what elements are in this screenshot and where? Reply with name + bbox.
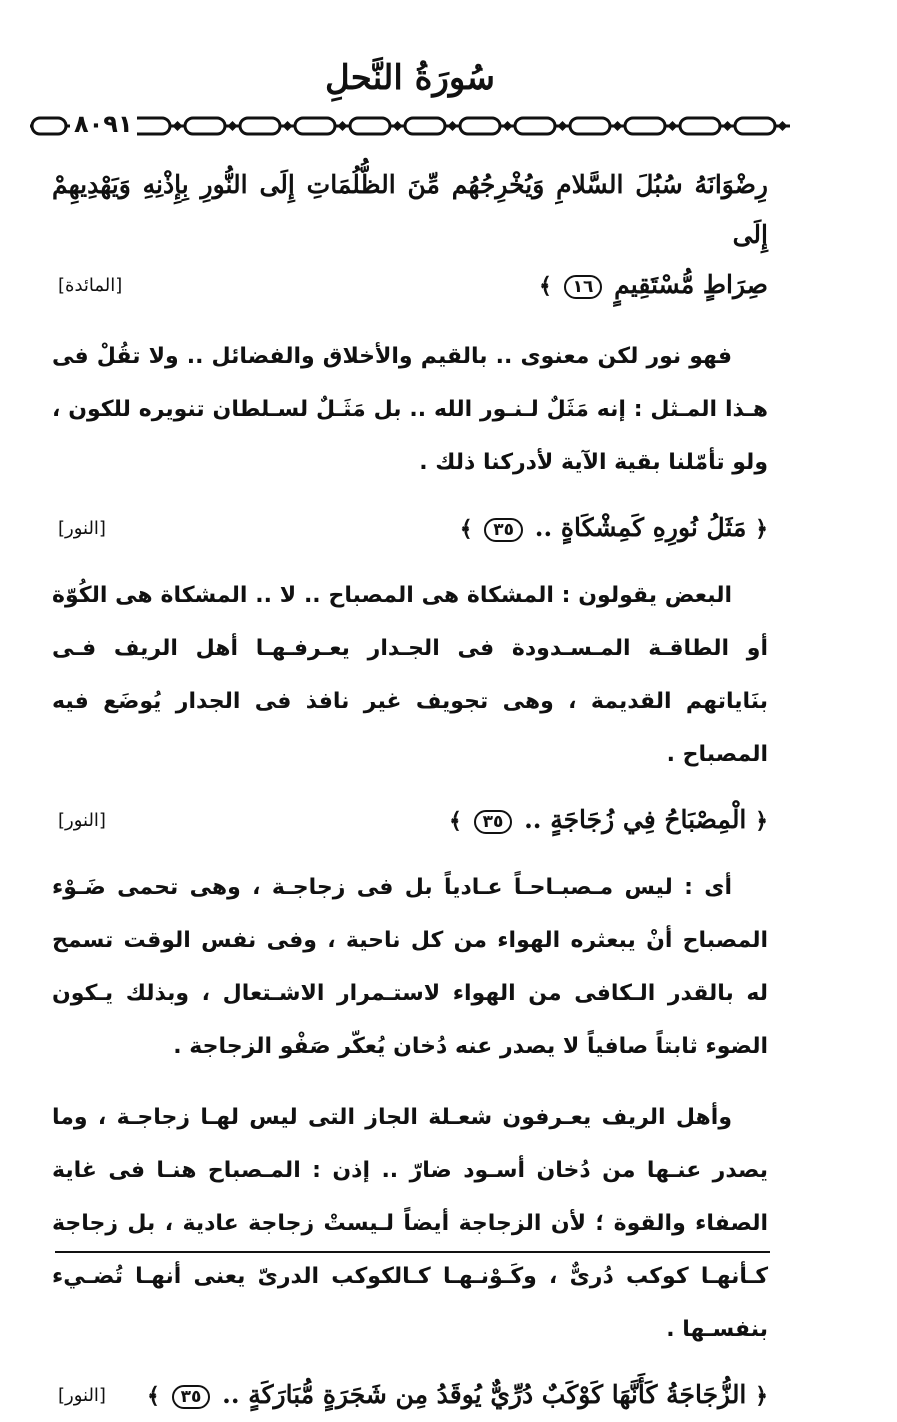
- closing-brace: ﴾: [539, 274, 552, 299]
- verse-line: [52, 160, 768, 260]
- ornament-diamond: [448, 121, 458, 131]
- verse-text: [539, 260, 768, 312]
- commentary-paragraph: أى : ليس مـصبـاحـاً عـادياً بل فى زجاجـة ، وهى تحمى ضَـوْء المصباح أنْ يبعثره الهواء من كل ناحية ، وفى نفس الوقت تسمح له بالقدر الـكافى من الهواء لاستـمرار الاشـتعال ، وبذلك يـكون الضوء ثابتاً صافياً لا يصدر عنه دُخان يُعكّر صَفْو الزجاجة .: [52, 875, 768, 1059]
- commentary-paragraph: البعض يقولون : المشكاة هى المصباح .. لا .. المشكاة هى الكُوّة أو الطاقـة المـسـدودة فى الجـدار يعـرفـهـا أهل الريف فـى بنَاياتهم القديمة ، وهى تجويف غير نافذ فى الجدار يُوضَع فيه المصباح .: [52, 583, 768, 767]
- verse-source: [النور]: [58, 518, 106, 539]
- ayah-number: ١٦: [564, 275, 603, 299]
- verse-text: [147, 1370, 768, 1422]
- ornament-diamond: [558, 121, 568, 131]
- commentary-paragraph: وأهل الريف يعـرفون شعـلة الجاز التى ليس لهـا زجاجـة ، وما يصدر عنـها من دُخان أسـود ضارّ .. إذن : المـصباح هنـا فى غاية الصفاء والقوة ؛ لأن الزجاجة أيضاً لـيستْ زجاجة عادية ، بل زجاجة كـأنهـا كوكب دُرىٌّ ، وكَـوْنـهـا كـالكوكب الدرىّ يعنى أنهـا تُضـيء بنفسـها .: [52, 1105, 768, 1342]
- verse-line: [52, 1370, 768, 1422]
- commentary-paragraph: فهو نور لكن معنوى .. بالقيم والأخلاق والفضائل .. ولا تقُلْ فى هـذا المـثل : إنه مَثَلٌ لـنـور الله .. بل مَثَـلٌ لسـلطان تنويره للكون ، ولو تأمّلنا بقية الآية لأدركنا ذلك .: [52, 344, 768, 475]
- ornament-diamond: [723, 121, 733, 131]
- ornament-link: [570, 118, 610, 134]
- ornament-diamond: [338, 121, 348, 131]
- ornament-link: [625, 118, 665, 134]
- verse-text-segment: الْمِصْبَاحُ فِي زُجَاجَةٍ ..: [524, 805, 747, 834]
- ayah-number: ٣٥: [474, 810, 513, 834]
- verse-line: [52, 260, 768, 312]
- ornament-link: [405, 118, 445, 134]
- verse-text-segment: الزُّجَاجَةُ كَأَنَّهَا كَوْكَبٌ دُرِّيٌّ يُوقَدُ مِن شَجَرَةٍ مُّبَارَكَةٍ ..: [222, 1380, 747, 1409]
- ornament-link: [680, 118, 720, 134]
- ornament-link: [735, 118, 775, 134]
- ornament-diamond: [613, 121, 623, 131]
- header-ornament-rule: [30, 112, 790, 140]
- ayah-number: ٣٥: [172, 1385, 211, 1409]
- ornament-diamond: [228, 121, 238, 131]
- ayah-number: ٣٥: [484, 518, 523, 542]
- ornament-link: [240, 118, 280, 134]
- opening-brace: ﴿: [755, 517, 768, 542]
- ornament-diamond: [283, 121, 293, 131]
- ornament-diamond: [393, 121, 403, 131]
- ornament-link: [32, 118, 66, 134]
- verse-text-segment: مَثَلُ نُورِهِ كَمِشْكَاةٍ ..: [534, 513, 747, 542]
- closing-brace: ﴾: [448, 809, 462, 834]
- verse-line: [52, 795, 768, 847]
- page-number: ٨٠٩١: [70, 110, 137, 138]
- verse-line: [52, 503, 768, 555]
- ornament-link: [350, 118, 390, 134]
- ornament-diamond: [668, 121, 678, 131]
- opening-brace: ﴿: [755, 1384, 768, 1409]
- ornament-diamond: [503, 121, 513, 131]
- verse-text: رِضْوَانَهُ سُبُلَ السَّلامِ وَيُخْرِجُهُم مِّنَ الظُّلُمَاتِ إِلَى النُّورِ بِإِذْنِهِ وَيَهْدِيهِمْ إِلَى: [52, 170, 768, 249]
- verse-text: [460, 503, 768, 555]
- closing-brace: ﴾: [147, 1384, 160, 1409]
- ornament-diamond: [173, 121, 183, 131]
- verse-source: [المائدة]: [58, 275, 123, 296]
- footer-rule: [55, 1251, 770, 1253]
- verse-source: [النور]: [58, 1385, 106, 1406]
- verse-text-segment: صِرَاطٍ مُّسْتَقِيمٍ: [614, 270, 768, 299]
- ornament-link: [460, 118, 500, 134]
- verse-text: [449, 795, 768, 847]
- closing-brace: ﴾: [459, 517, 473, 542]
- ornament-link: [515, 118, 555, 134]
- verse-source: [النور]: [58, 810, 106, 831]
- surah-title: سُورَةُ النَّحلِ: [325, 58, 495, 98]
- ornament-link: [185, 118, 225, 134]
- opening-brace: ﴿: [755, 809, 768, 834]
- page-content: [52, 160, 768, 1422]
- ornament-link: [295, 118, 335, 134]
- ornament-diamond: [778, 121, 788, 131]
